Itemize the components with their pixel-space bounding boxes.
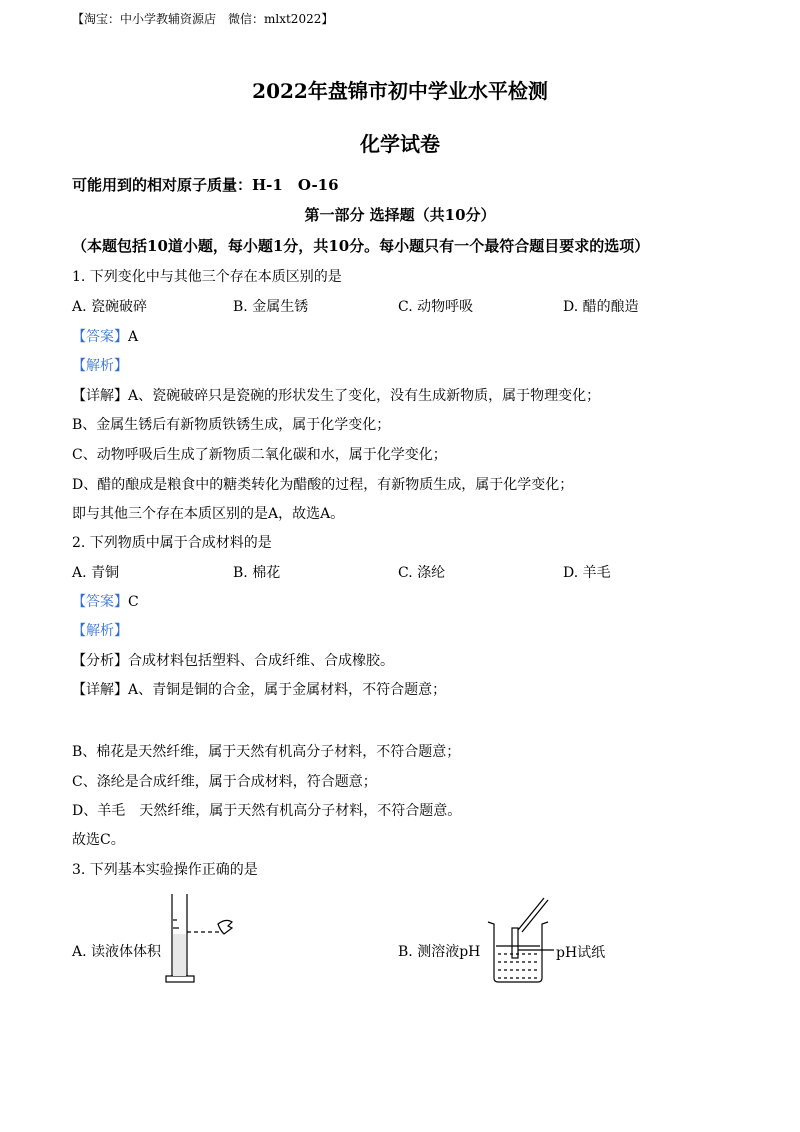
q2-option-b: B. 棉花: [233, 565, 281, 581]
q1-detail-line: [72, 385, 600, 405]
q1-conclusion: 即与其他三个存在本质区别的是A，故选A。: [72, 506, 345, 522]
q2-option-a: A. 青铜: [72, 565, 120, 581]
detail-tag: 【详解】: [72, 388, 128, 404]
answer-value: C: [128, 594, 139, 610]
q1-option-a: A. 瓷碗破碎: [72, 299, 148, 315]
q1-option-d: D. 醋的酿造: [563, 299, 639, 315]
detail-text: A、瓷碗破碎只是瓷碗的形状发生了变化，没有生成新物质，属于物理变化；: [128, 388, 601, 404]
ph-measurement-figure: [480, 890, 620, 990]
q1-analysis-tag: 【解析】: [72, 358, 128, 374]
q2-option-c: C. 涤纶: [398, 565, 446, 581]
q2-analysis-tag: 【解析】: [72, 623, 128, 639]
exam-subtitle: 化学试卷: [360, 132, 440, 156]
q1-detail-line: D、醋的酿成是粮食中的糖类转化为醋酸的过程，有新物质生成，属于化学变化；: [72, 477, 574, 493]
exam-title: 2022年盘锦市初中学业水平检测: [252, 79, 548, 103]
q2-detail-line: [72, 679, 446, 699]
q2-option-d: D. 羊毛: [563, 565, 611, 581]
q1-answer: [72, 326, 138, 346]
q1-stem: 1. 下列变化中与其他三个存在本质区别的是: [72, 269, 342, 285]
answer-tag: 【答案】: [72, 329, 128, 345]
q2-detail-line: B、棉花是天然纤维，属于天然有机高分子材料，不符合题意；: [72, 744, 461, 760]
q2-conclusion: 故选C。: [72, 832, 125, 848]
q3-option-a: A. 读液体体积: [72, 944, 162, 960]
ph-paper-label: pH试纸: [556, 945, 606, 961]
q1-option-c: C. 动物呼吸: [398, 299, 474, 315]
q3-stem: 3. 下列基本实验操作正确的是: [72, 862, 258, 878]
q2-analysis-line: [72, 650, 394, 670]
analysis-sub-tag: 【分析】: [72, 653, 128, 669]
atomic-masses: 可能用到的相对原子质量：H-1 O-16: [72, 176, 339, 194]
q1-detail-line: B、金属生锈后有新物质铁锈生成，属于化学变化；: [72, 417, 391, 433]
q1-option-b: B. 金属生锈: [233, 299, 309, 315]
q2-detail-line: D、羊毛 天然纤维，属于天然有机高分子材料，不符合题意。: [72, 803, 462, 819]
q2-detail-line: C、涤纶是合成纤维，属于合成材料，符合题意；: [72, 774, 377, 790]
analysis-text: 合成材料包括塑料、合成纤维、合成橡胶。: [128, 653, 394, 669]
answer-tag: 【答案】: [72, 594, 128, 610]
page-header-watermark: 【淘宝：中小学教辅资源店 微信：mlxt2022】: [72, 12, 334, 26]
detail-text: A、青铜是铜的合金，属于金属材料，不符合题意；: [128, 682, 447, 698]
answer-value: A: [128, 329, 139, 345]
q1-detail-line: C、动物呼吸后生成了新物质二氧化碳和水，属于化学变化；: [72, 447, 447, 463]
detail-tag: 【详解】: [72, 682, 128, 698]
q2-stem: 2. 下列物质中属于合成材料的是: [72, 535, 272, 551]
q2-answer: [72, 591, 139, 611]
graduated-cylinder-figure: [160, 890, 250, 990]
section-note: （本题包括10道小题，每小题1分，共10分。每小题只有一个最符合题目要求的选项）: [72, 237, 650, 255]
q3-option-b: B. 测溶液pH: [398, 944, 481, 960]
section-title: 第一部分 选择题（共10分）: [304, 206, 496, 224]
